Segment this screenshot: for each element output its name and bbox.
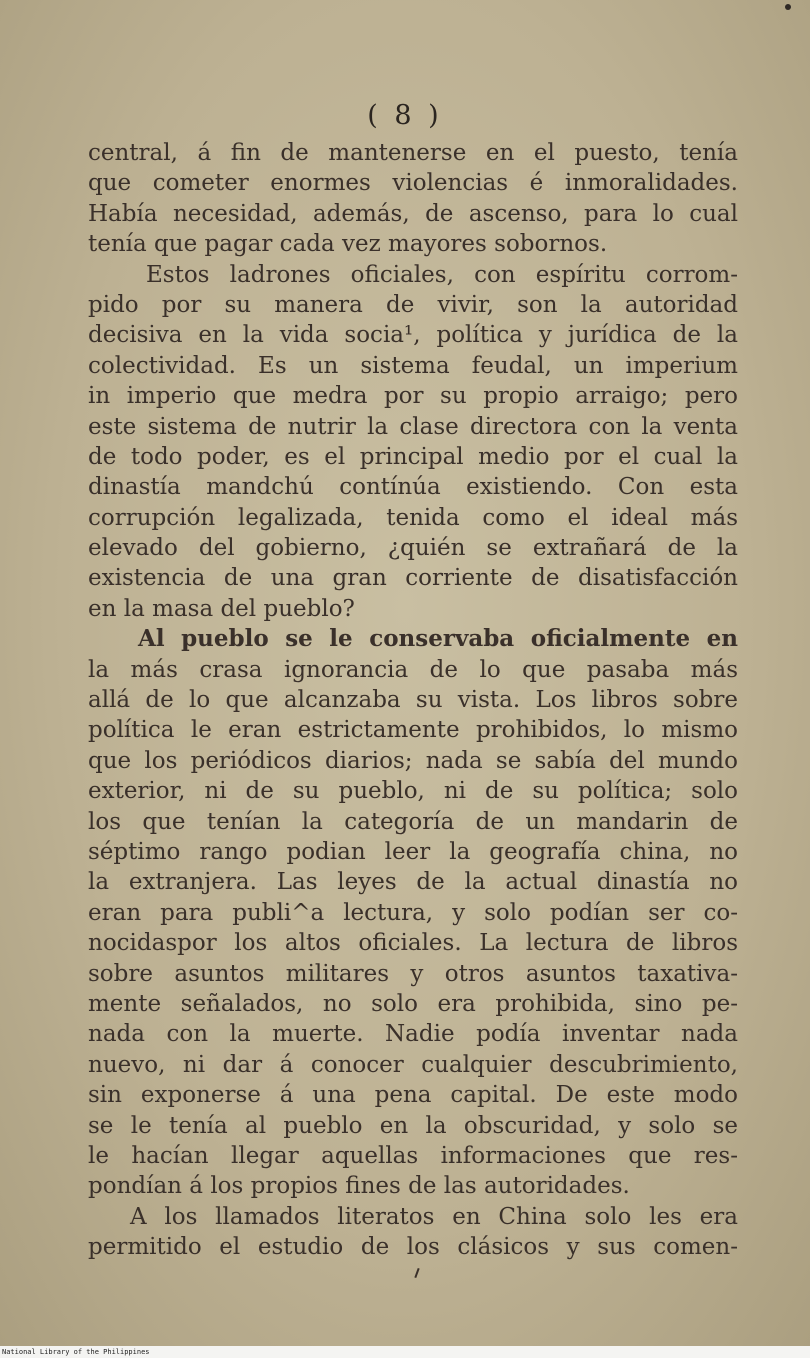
text-line: este sistema de nutrir la clase directora con la venta — [88, 413, 738, 440]
ink-dot — [785, 4, 791, 10]
text-line: in imperio que medra por su propio arraigo; pero — [88, 383, 738, 410]
text-line: pondían á los propios fines de las autoridades. — [88, 1173, 630, 1200]
text-line: sobre asuntos militares y otros asuntos taxativa- — [88, 960, 738, 987]
text-line: política le eran estrictamente prohibidos, lo mismo — [88, 717, 738, 744]
text-line: pido por su manera de vivir, son la autoridad — [88, 291, 738, 318]
text-line: colectividad. Es un sistema feudal, un imperium — [88, 352, 738, 379]
text-line: que cometer enormes violencias é inmoralidades. — [88, 170, 738, 197]
text-line: permitido el estudio de los clásicos y sus comen- — [88, 1234, 738, 1261]
text-line: nuevo, ni dar á conocer cualquier descubrimiento, — [88, 1051, 738, 1078]
text-line: tenía que pagar cada vez mayores sobornos. — [88, 231, 608, 258]
body-text — [88, 138, 738, 1262]
text-line: le hacían llegar aquellas informaciones que res- — [88, 1142, 738, 1169]
text-line: nada con la muerte. Nadie podía inventar nada — [88, 1021, 738, 1048]
text-line: sin exponerse á una pena capital. De este modo — [88, 1082, 738, 1109]
text-line: decisiva en la vida socia¹, política y jurídica de la — [88, 322, 738, 349]
text-line: Al pueblo se le conservaba oficialmente en — [138, 625, 738, 653]
text-line: mente señalados, no solo era prohibida, sino pe- — [88, 990, 738, 1017]
text-line: corrupción legalizada, tenida como el ideal más — [88, 504, 738, 531]
text-line: elevado del gobierno, ¿quién se extrañará de la — [88, 535, 738, 562]
page-number: ( 8 ) — [367, 100, 443, 131]
text-line: los que tenían la categoría de un mandarin de — [88, 808, 738, 835]
text-line: A los llamados literatos en China solo les era — [130, 1203, 738, 1230]
text-line: central, á fin de mantenerse en el puesto, tenía — [88, 140, 738, 166]
text-line: en la masa del pueblo? — [88, 595, 355, 622]
text-line: exterior, ni de su pueblo, ni de su política; solo — [88, 778, 738, 805]
text-line: nocidaspor los altos oficiales. La lectura de libros — [88, 930, 738, 957]
text-line: de todo poder, es el principal medio por el cual la — [88, 443, 738, 470]
text-line: Había necesidad, además, de ascenso, para lo cual — [88, 200, 738, 227]
text-line: allá de lo que alcanzaba su vista. Los libros sobre — [88, 687, 738, 714]
text-line: séptimo rango podian leer la geografía china, no — [88, 838, 738, 865]
text-line: dinastía mandchú contínúa existiendo. Con esta — [88, 474, 738, 501]
text-line: que los periódicos diarios; nada se sabía del mundo — [88, 747, 738, 774]
library-footer: National Library of the Philippines — [0, 1346, 810, 1358]
text-line: se le tenía al pueblo en la obscuridad, y solo se — [88, 1112, 738, 1139]
text-line: la extranjera. Las leyes de la actual dinastía no — [88, 869, 738, 896]
text-line: existencia de una gran corriente de disatisfacción — [88, 565, 738, 592]
ink-mark — [414, 1268, 419, 1278]
text-line: Estos ladrones oficiales, con espíritu corrom- — [146, 261, 738, 288]
text-line: la más crasa ignorancia de lo que pasaba más — [88, 656, 738, 683]
text-line: eran para publi^a lectura, y solo podían ser co- — [88, 899, 738, 926]
